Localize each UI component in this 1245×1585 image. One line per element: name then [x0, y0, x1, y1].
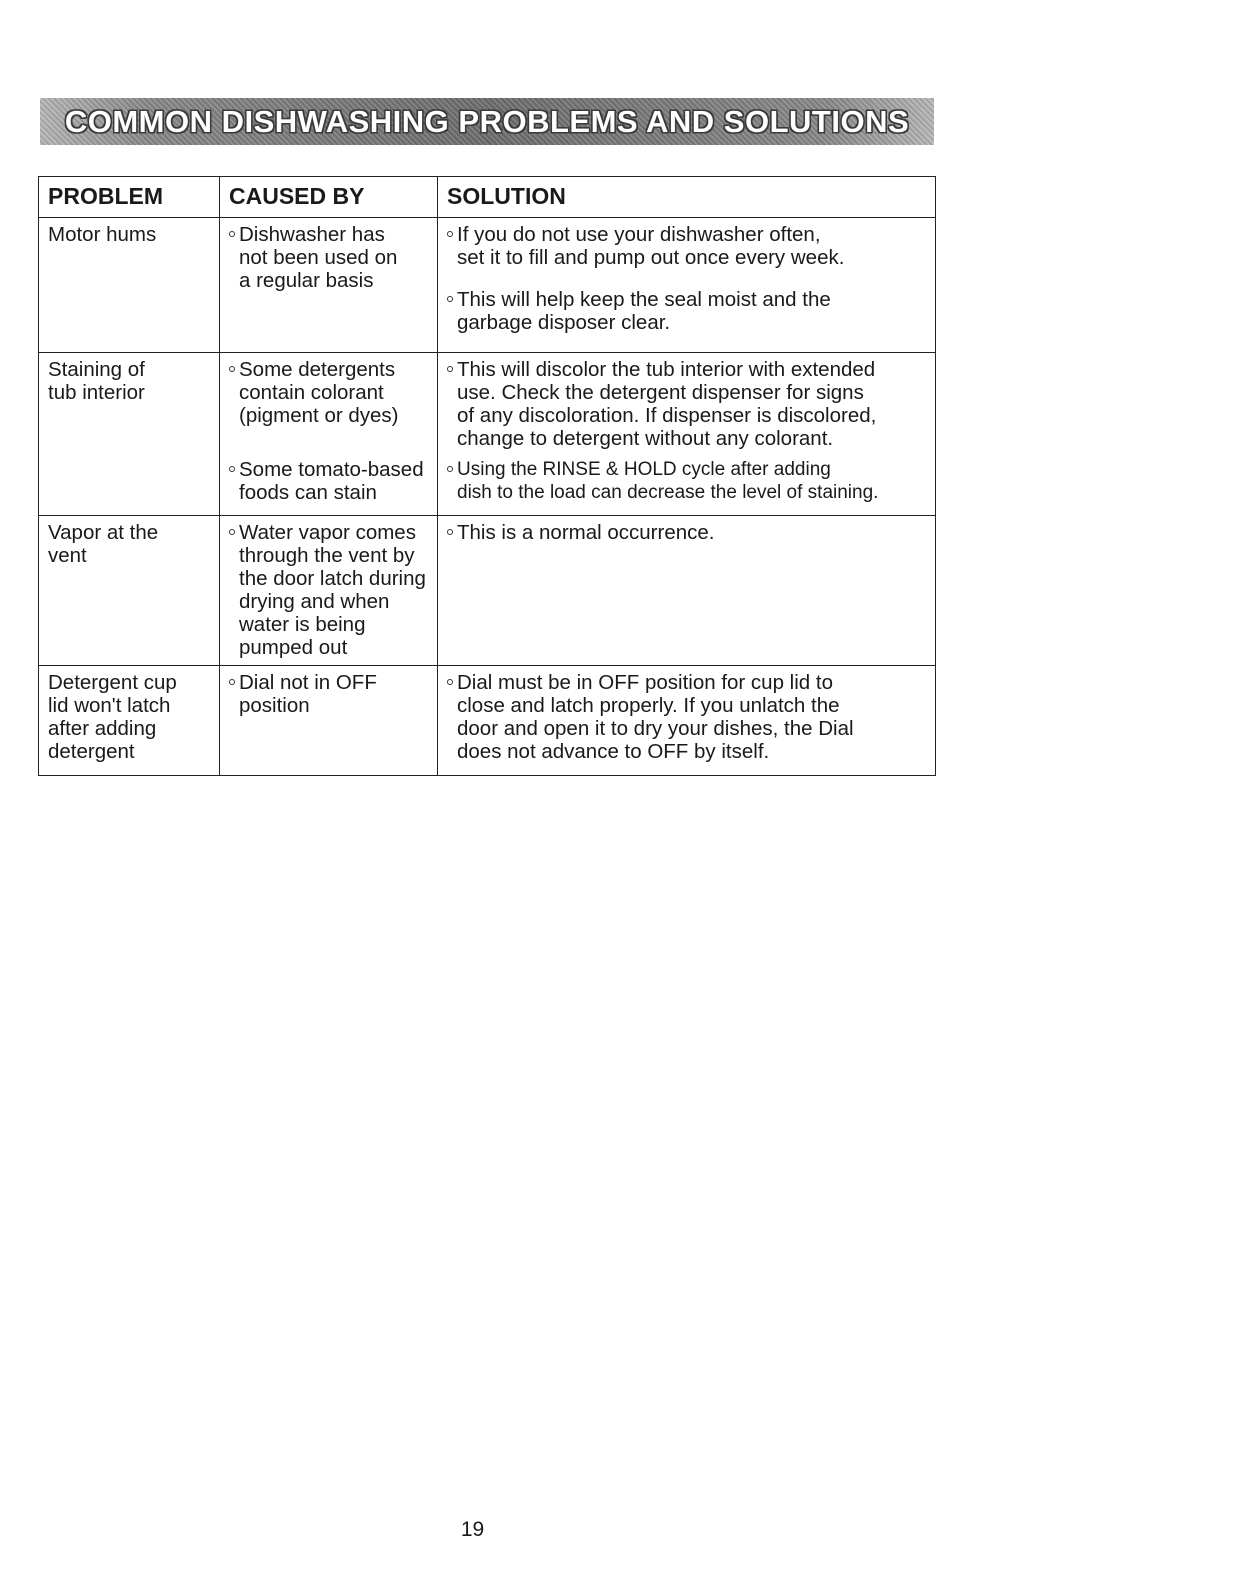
- bullet-icon: [229, 466, 235, 472]
- table-row: [39, 353, 936, 454]
- table-row: [39, 516, 936, 666]
- solution-cell: [438, 666, 936, 776]
- header-problem: PROBLEM: [39, 177, 220, 218]
- cause-bullet: Dishwasher has not been used on a regular basis: [229, 223, 437, 292]
- cause-bullet: Water vapor comes through the vent by the door latch during drying and when water is being pumped out: [229, 521, 437, 659]
- troubleshooting-table: [38, 176, 936, 776]
- problem-cell: Motor hums: [39, 218, 220, 353]
- problem-cell: Vapor at the vent: [39, 516, 220, 666]
- bullet-icon: [447, 231, 453, 237]
- bullet-icon: [447, 366, 453, 372]
- solution-bullet: This will discolor the tub interior with extended use. Check the detergent dispenser for signs of any discoloration. If dispenser is discolored, change to detergent without any colorant.: [447, 358, 935, 450]
- cause-cell: [220, 666, 438, 776]
- cause-bullet: Some detergents contain colorant (pigment or dyes): [229, 358, 437, 427]
- solution-bullet: Using the RINSE & HOLD cycle after adding dish to the load can decrease the level of staining.: [447, 458, 935, 504]
- bullet-icon: [447, 529, 453, 535]
- bullet-icon: [447, 679, 453, 685]
- solution-cell: [438, 516, 936, 666]
- solution-cell: [438, 453, 936, 516]
- solution-cell: [438, 218, 936, 353]
- cause-cell: [220, 453, 438, 516]
- table-row: [39, 218, 936, 353]
- bullet-icon: [229, 679, 235, 685]
- page-number: 19: [460, 1518, 485, 1541]
- problem-cell: Staining of tub interior: [39, 353, 220, 516]
- section-banner: [40, 98, 934, 145]
- problem-cell: Detergent cup lid won't latch after adding detergent: [39, 666, 220, 776]
- cause-bullet: Some tomato-based foods can stain: [229, 458, 437, 504]
- section-title: COMMON DISHWASHING PROBLEMS AND SOLUTIONS: [64, 103, 910, 139]
- cause-cell: [220, 353, 438, 454]
- bullet-icon: [229, 231, 235, 237]
- cause-bullet: Dial not in OFF position: [229, 671, 437, 717]
- solution-bullet: This is a normal occurrence.: [447, 521, 935, 544]
- solution-cell: [438, 353, 936, 454]
- bullet-icon: [447, 466, 453, 472]
- solution-bullet: If you do not use your dishwasher often, set it to fill and pump out once every week.: [447, 223, 935, 269]
- table-row: [39, 666, 936, 776]
- bullet-icon: [229, 366, 235, 372]
- table-header-row: [39, 177, 936, 218]
- header-solution: SOLUTION: [438, 177, 936, 218]
- cause-cell: [220, 218, 438, 353]
- bullet-icon: [447, 296, 453, 302]
- bullet-icon: [229, 529, 235, 535]
- solution-bullet: Dial must be in OFF position for cup lid to close and latch properly. If you unlatch the door and open it to dry your dishes, the Dial does not advance to OFF by itself.: [447, 671, 935, 763]
- solution-bullet: This will help keep the seal moist and the garbage disposer clear.: [447, 288, 935, 334]
- cause-cell: [220, 516, 438, 666]
- header-caused-by: CAUSED BY: [220, 177, 438, 218]
